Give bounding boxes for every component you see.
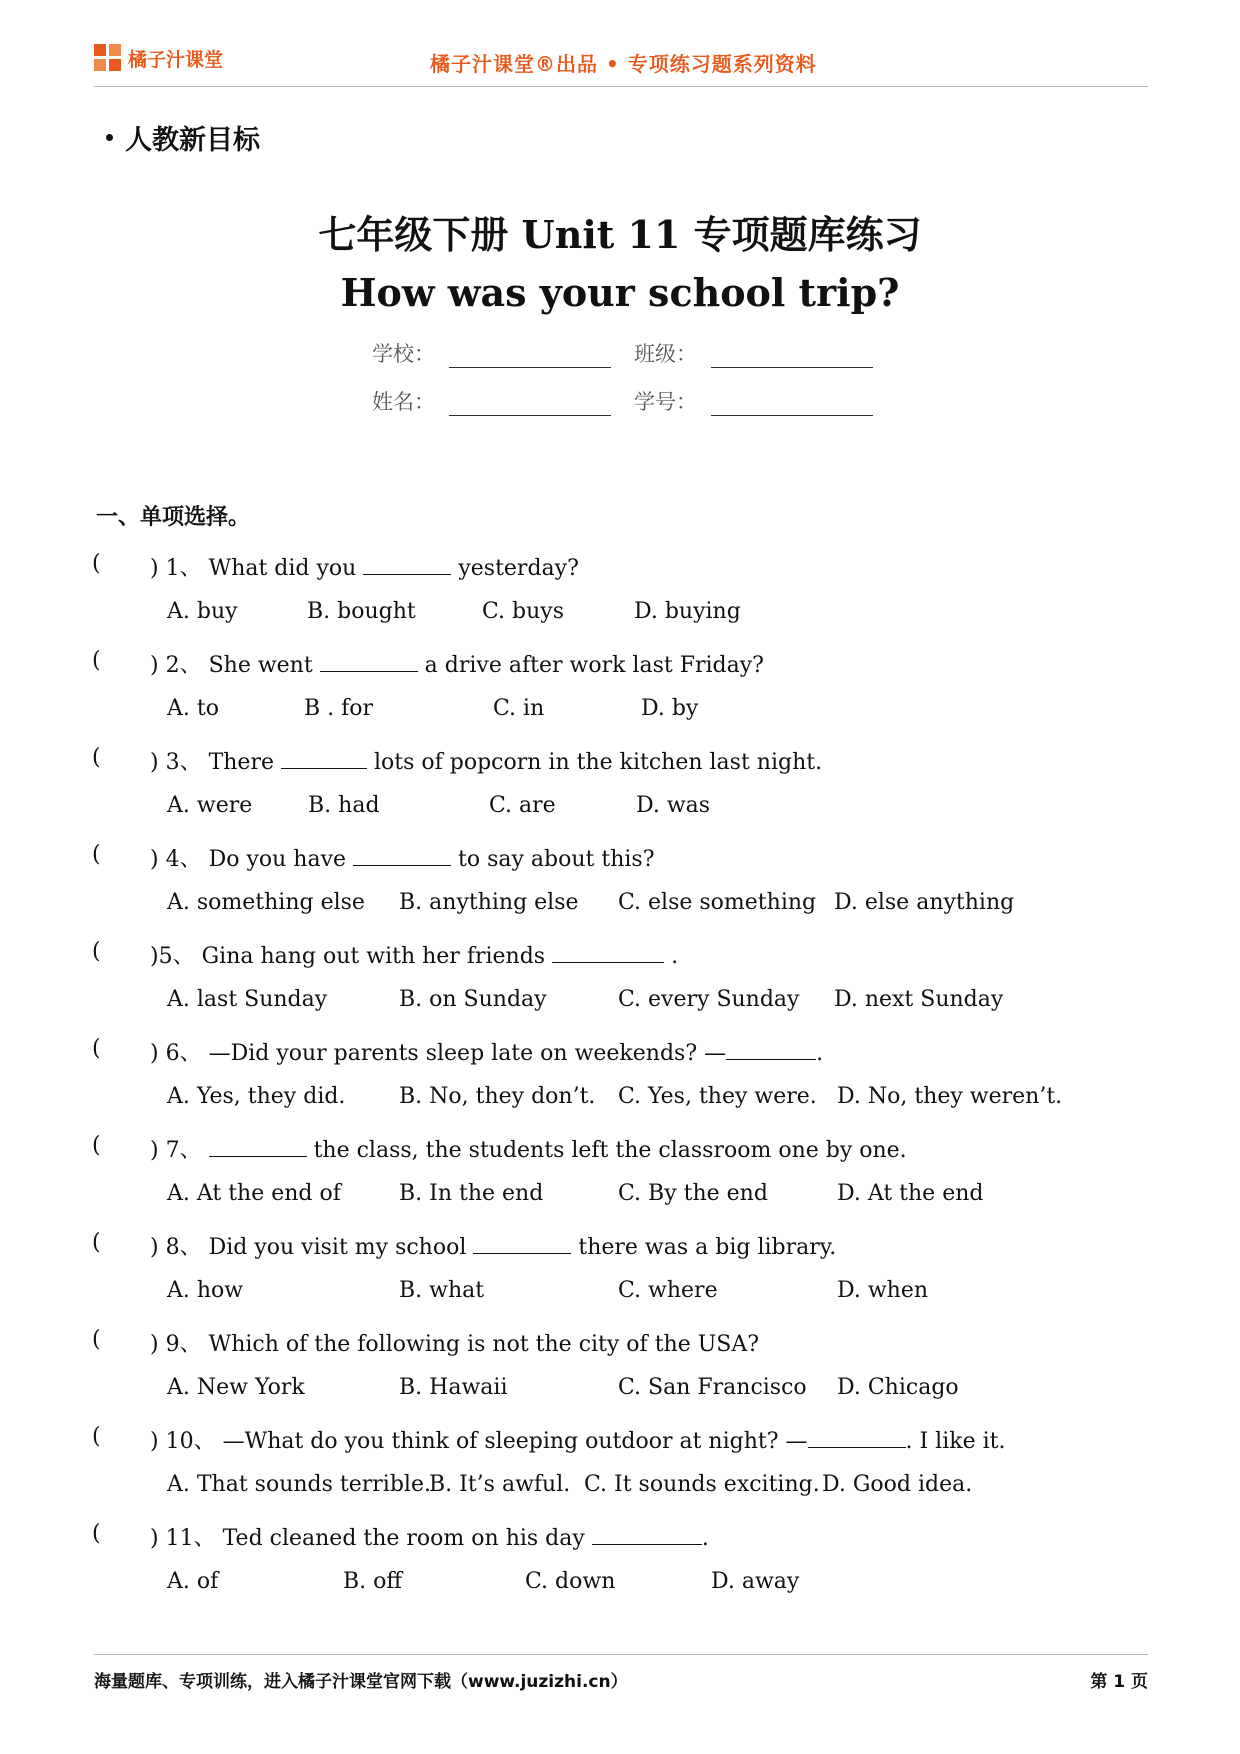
question-number: ) 3、 bbox=[150, 750, 209, 775]
option-c[interactable]: C. down bbox=[525, 1569, 616, 1594]
option-d[interactable]: D. by bbox=[641, 696, 699, 721]
option-b[interactable]: B. It’s awful. bbox=[429, 1472, 571, 1497]
page-title: 七年级下册 Unit 11 专项题库练习 bbox=[318, 212, 922, 257]
name-label: 姓名： bbox=[372, 390, 435, 414]
question-number: ) 7、 bbox=[150, 1138, 209, 1163]
school-blank[interactable] bbox=[449, 345, 611, 368]
question-stem bbox=[150, 551, 579, 582]
answer-bracket[interactable]: ( bbox=[92, 745, 101, 770]
question-text: What did you bbox=[208, 556, 364, 581]
section-title: 一、单项选择。 bbox=[96, 505, 251, 530]
option-d[interactable]: D. when bbox=[837, 1278, 929, 1303]
answer-blank[interactable] bbox=[808, 1427, 906, 1448]
answer-blank[interactable] bbox=[592, 1524, 702, 1545]
option-a[interactable]: A. to bbox=[167, 696, 219, 721]
question-stem bbox=[150, 939, 678, 970]
option-d[interactable]: D. Good idea. bbox=[822, 1472, 973, 1497]
question-stem bbox=[150, 1036, 823, 1067]
option-b[interactable]: B. off bbox=[343, 1569, 403, 1594]
option-b[interactable]: B. on Sunday bbox=[399, 987, 547, 1012]
option-a[interactable]: A. At the end of bbox=[167, 1181, 341, 1206]
answer-bracket[interactable]: ( bbox=[92, 1327, 101, 1352]
question-text: She went bbox=[208, 653, 320, 678]
question-stem bbox=[150, 842, 655, 873]
question-text: Do you have bbox=[208, 847, 354, 872]
answer-bracket[interactable]: ( bbox=[92, 1036, 101, 1061]
option-d[interactable]: D. Chicago bbox=[837, 1375, 959, 1400]
question-number: ) 4、 bbox=[150, 847, 209, 872]
answer-blank[interactable] bbox=[353, 845, 451, 866]
name-blank[interactable] bbox=[449, 393, 611, 416]
answer-bracket[interactable]: ( bbox=[92, 842, 101, 867]
option-a[interactable]: A. were bbox=[167, 793, 253, 818]
question-text-end: lots of popcorn in the kitchen last night. bbox=[366, 750, 823, 775]
answer-blank[interactable] bbox=[209, 1136, 307, 1157]
answer-blank[interactable] bbox=[281, 748, 367, 769]
question-stem bbox=[150, 1424, 1005, 1455]
logo-text: 橘子汁课堂 bbox=[128, 48, 224, 71]
option-a[interactable]: A. That sounds terrible. bbox=[167, 1472, 431, 1497]
school-label: 学校： bbox=[372, 342, 435, 366]
option-a[interactable]: A. New York bbox=[167, 1375, 305, 1400]
option-a[interactable]: A. buy bbox=[167, 599, 238, 624]
question-number: ) 10、 bbox=[150, 1429, 223, 1454]
question-text-end: . I like it. bbox=[905, 1429, 1006, 1454]
option-c[interactable]: C. Yes, they were. bbox=[618, 1084, 817, 1109]
question-text-end: yesterday? bbox=[451, 556, 579, 581]
option-c[interactable]: C. San Francisco bbox=[618, 1375, 807, 1400]
answer-blank[interactable] bbox=[320, 651, 418, 672]
header-title: 橘子汁课堂®出品 • 专项练习题系列资料 bbox=[430, 52, 817, 76]
question-number: ) 1、 bbox=[150, 556, 209, 581]
question-stem bbox=[150, 1230, 836, 1261]
question-number: ) 2、 bbox=[150, 653, 209, 678]
option-b[interactable]: B . for bbox=[304, 696, 374, 721]
option-c[interactable]: C. By the end bbox=[618, 1181, 768, 1206]
option-d[interactable]: D. else anything bbox=[834, 890, 1015, 915]
option-d[interactable]: D. No, they weren’t. bbox=[837, 1084, 1063, 1109]
question-text-end: the class, the students left the classroom one by one. bbox=[306, 1138, 907, 1163]
class-label: 班级： bbox=[634, 342, 697, 366]
option-c[interactable]: C. buys bbox=[482, 599, 565, 624]
footer-left: 海量题库、专项训练，进入橘子汁课堂官网下载（www.juzizhi.cn） bbox=[94, 1672, 628, 1692]
question-text: There bbox=[208, 750, 281, 775]
page-footer bbox=[94, 1654, 1148, 1692]
page-number: 第 1 页 bbox=[1090, 1672, 1148, 1692]
question-text: —Did your parents sleep late on weekends? — bbox=[208, 1041, 727, 1066]
page-subtitle: How was your school trip? bbox=[340, 270, 900, 315]
option-b[interactable]: B. had bbox=[308, 793, 380, 818]
option-c[interactable]: C. in bbox=[493, 696, 545, 721]
logo-mark-icon bbox=[94, 44, 122, 72]
question-number: ) 11、 bbox=[150, 1526, 223, 1551]
answer-bracket[interactable]: ( bbox=[92, 1521, 101, 1546]
option-d[interactable]: D. away bbox=[711, 1569, 800, 1594]
option-c[interactable]: C. where bbox=[618, 1278, 718, 1303]
option-a[interactable]: A. how bbox=[167, 1278, 244, 1303]
question-stem bbox=[150, 745, 822, 776]
option-c[interactable]: C. It sounds exciting. bbox=[584, 1472, 820, 1497]
answer-blank[interactable] bbox=[363, 554, 451, 575]
question-text-end: . bbox=[701, 1526, 709, 1551]
question-text-end: a drive after work last Friday? bbox=[417, 653, 764, 678]
option-b[interactable]: B. No, they don’t. bbox=[399, 1084, 596, 1109]
option-b[interactable]: B. anything else bbox=[399, 890, 579, 915]
option-c[interactable]: C. else something bbox=[618, 890, 817, 915]
answer-blank[interactable] bbox=[473, 1233, 571, 1254]
question-stem bbox=[150, 1133, 907, 1164]
question-stem bbox=[150, 1521, 709, 1552]
option-b[interactable]: B. In the end bbox=[399, 1181, 544, 1206]
answer-bracket[interactable]: ( bbox=[92, 939, 101, 964]
option-a[interactable]: A. last Sunday bbox=[167, 987, 328, 1012]
option-b[interactable]: B. Hawaii bbox=[399, 1375, 508, 1400]
question-text: Ted cleaned the room on his day bbox=[222, 1526, 592, 1551]
option-b[interactable]: B. what bbox=[399, 1278, 485, 1303]
question-number: ) 8、 bbox=[150, 1235, 209, 1260]
question-number: ) 9、 bbox=[150, 1332, 209, 1357]
question-text: Did you visit my school bbox=[208, 1235, 474, 1260]
question-number: )5、 bbox=[150, 944, 202, 969]
question-text: Gina hang out with her friends bbox=[201, 944, 553, 969]
question-text: —What do you think of sleeping outdoor at night? — bbox=[222, 1429, 808, 1454]
logo bbox=[94, 44, 223, 72]
answer-blank[interactable] bbox=[726, 1039, 816, 1060]
question-text-end: . bbox=[816, 1041, 824, 1066]
option-d[interactable]: D. At the end bbox=[837, 1181, 984, 1206]
option-a[interactable]: A. something else bbox=[167, 890, 365, 915]
answer-bracket[interactable]: ( bbox=[92, 648, 101, 673]
class-field bbox=[634, 338, 873, 368]
option-b[interactable]: B. bought bbox=[307, 599, 416, 624]
option-d[interactable]: D. was bbox=[636, 793, 711, 818]
option-a[interactable]: A. Yes, they did. bbox=[167, 1084, 346, 1109]
question-text-end: to say about this? bbox=[451, 847, 655, 872]
option-d[interactable]: D. next Sunday bbox=[834, 987, 1004, 1012]
question-text-end: . bbox=[664, 944, 679, 969]
publisher-text: 人教新目标 bbox=[125, 125, 260, 156]
publisher-label bbox=[106, 118, 260, 157]
option-d[interactable]: D. buying bbox=[634, 599, 741, 624]
option-c[interactable]: C. every Sunday bbox=[618, 987, 800, 1012]
answer-blank[interactable] bbox=[552, 942, 664, 963]
option-a[interactable]: A. of bbox=[167, 1569, 219, 1594]
question-stem bbox=[150, 1327, 759, 1358]
name-field bbox=[372, 386, 611, 416]
option-c[interactable]: C. are bbox=[489, 793, 556, 818]
number-label: 学号： bbox=[634, 390, 697, 414]
class-blank[interactable] bbox=[711, 345, 873, 368]
question-text-end: there was a big library. bbox=[571, 1235, 837, 1260]
question-number: ) 6、 bbox=[150, 1041, 209, 1066]
answer-bracket[interactable]: ( bbox=[92, 1424, 101, 1449]
question-text: Which of the following is not the city of the USA? bbox=[208, 1332, 760, 1357]
bullet-icon bbox=[106, 134, 113, 141]
number-blank[interactable] bbox=[711, 393, 873, 416]
answer-bracket[interactable]: ( bbox=[92, 1230, 101, 1255]
answer-bracket[interactable]: ( bbox=[92, 1133, 101, 1158]
question-stem bbox=[150, 648, 764, 679]
number-field bbox=[634, 386, 873, 416]
answer-bracket[interactable]: ( bbox=[92, 551, 101, 576]
page-header bbox=[94, 36, 1148, 87]
school-field bbox=[372, 338, 611, 368]
